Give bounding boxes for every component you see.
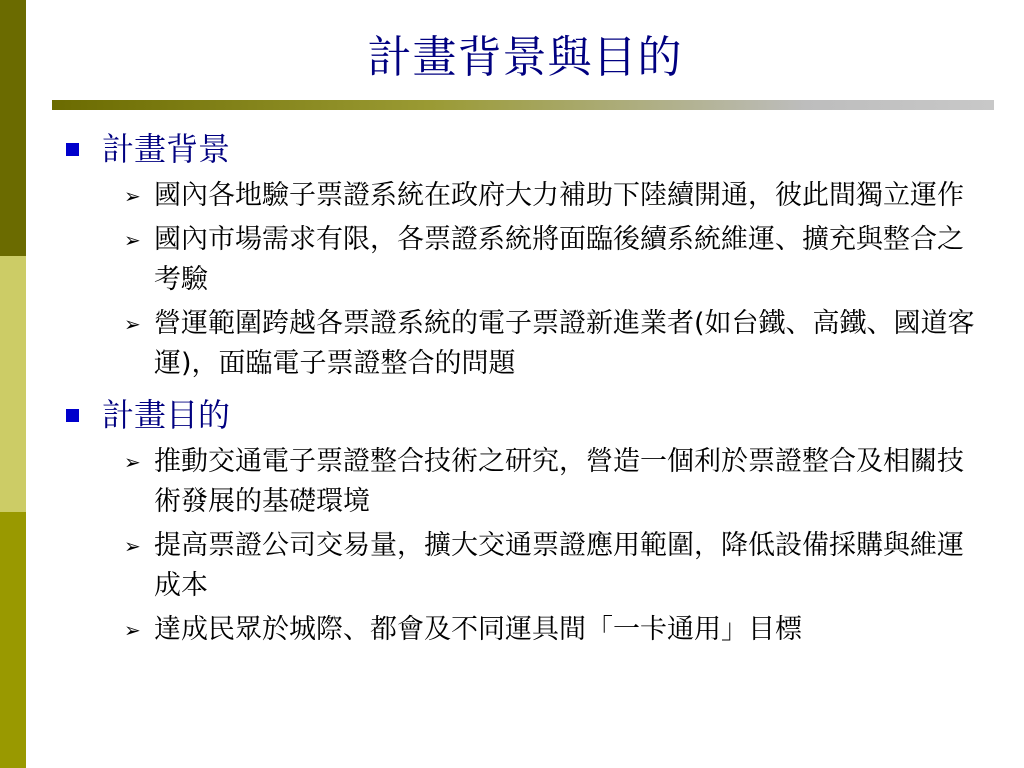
left-stripe-middle <box>0 256 26 512</box>
list-item-text: 國內市場需求有限，各票證系統將面臨後續系統維運、擴充與整合之考驗 <box>154 224 964 295</box>
arrow-bullet-icon: ➢ <box>124 450 141 474</box>
section-heading-text: 計畫背景 <box>102 130 231 168</box>
list-item <box>60 610 980 650</box>
arrow-bullet-icon: ➢ <box>124 228 141 252</box>
arrow-bullet-icon: ➢ <box>124 312 141 336</box>
bullet-list <box>60 176 980 384</box>
list-item <box>60 176 980 216</box>
section-background <box>60 126 980 384</box>
title-divider <box>52 100 994 110</box>
list-item <box>60 304 980 384</box>
bullet-list <box>60 442 980 650</box>
list-item-text: 提高票證公司交易量，擴大交通票證應用範圍，降低設備採購與維運成本 <box>154 530 964 601</box>
list-item <box>60 526 980 606</box>
square-bullet-icon <box>66 143 79 156</box>
list-item-text: 推動交通電子票證整合技術之研究，營造一個利於票證整合及相關技術發展的基礎環境 <box>154 446 964 517</box>
left-stripe-bottom <box>0 512 26 768</box>
list-item-text: 營運範圍跨越各票證系統的電子票證新進業者(如台鐵、高鐵、國道客運)，面臨電子票證整合的問題 <box>154 308 975 379</box>
section-objectives <box>60 392 980 650</box>
arrow-bullet-icon: ➢ <box>124 184 141 208</box>
square-bullet-icon <box>66 409 79 422</box>
list-item <box>60 442 980 522</box>
arrow-bullet-icon: ➢ <box>124 618 141 642</box>
slide-body <box>60 126 980 658</box>
list-item-text: 國內各地驗子票證系統在政府大力補助下陸續開通，彼此間獨立運作 <box>154 180 964 211</box>
arrow-bullet-icon: ➢ <box>124 534 141 558</box>
section-heading-text: 計畫目的 <box>102 396 231 434</box>
list-item-text: 達成民眾於城際、都會及不同運具間「一卡通用」目標 <box>154 614 802 645</box>
slide-title: 計畫背景與目的 <box>367 32 683 83</box>
section-heading <box>60 392 980 438</box>
list-item <box>60 220 980 300</box>
left-stripe-top <box>0 0 26 256</box>
section-heading <box>60 126 980 172</box>
